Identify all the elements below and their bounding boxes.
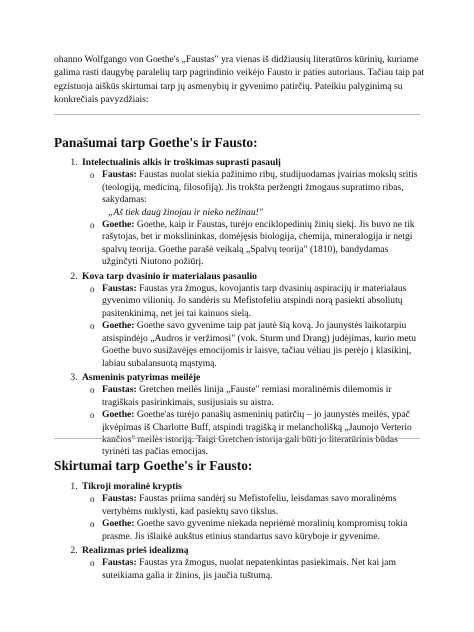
sub-label: Faustas: (102, 557, 137, 569)
sub-label: Faustas: (102, 384, 137, 396)
similarity-heading: Kova tarp dvasinio ir materialaus pasaulio (82, 270, 257, 282)
sub-label: Faustas: (102, 283, 137, 295)
difference-heading: Tikroji moralinė kryptis (82, 481, 182, 492)
sub-label: Faustas: (102, 493, 137, 505)
sub-point-faustas (102, 169, 420, 219)
similarity-heading: Asmeninis patyrimas meilėje (82, 371, 201, 383)
sub-text: Goethe, kaip ir Faustas, turėjo enciklopedinių žinių siekį. Jis buvo ne tik rašytojas, bet ir mokslininkas, domėjęsis biologija, chemija, mineralogija ir netgi spalvų teorija. Goethe parašė veikalą „Spalvų teorija" (1810), bandydamas užginčyti Niutono požiūrį. (102, 219, 415, 268)
differences-section (54, 481, 420, 584)
sub-text: Faustas yra žmogus, kovojantis tarp dvasinių aspiracijų ir materialaus gyvenimo vilionių. Jo sandėris su Mefistofeliu atspindi norą pasiekti absoliutų pasitenkinimą, net jei tai kainuos sielą. (102, 283, 407, 319)
sub-point-goethe (102, 320, 420, 370)
sub-text: Faustas yra žmogus, nuolat nepatenkintas pasiekimais. Net kai jam suteikiama galia ir žinios, jis jaučia tuštumą. (102, 557, 396, 581)
faust-quote: „Aš tiek daug žinojau ir nieko nežinau!" (108, 206, 263, 218)
similarities-heading: Panašumai tarp Goethe's ir Fausto: (54, 135, 258, 150)
sub-point-goethe (102, 409, 420, 459)
sub-text: Goethe savo gyvenime taip pat jautė šią kovą. Jo jaunystės laikotarpiu atsispindėjo „Audros ir veržimosi" (vok. Sturm und Drang) judėjimas, kurio metu Goethe buvo susižavėjęs emocijomis ir laisve, tačiau vėliau jis perėjo į klasikinį, labiau subalansuotą mąstymą. (102, 320, 417, 369)
divider-top (54, 114, 420, 115)
sub-point-goethe (102, 219, 420, 269)
similarity-heading: Intelectualinis alkis ir troškimas suprasti pasaulį (82, 157, 281, 168)
sub-text: Gretchen meilės linija „Fauste" remiasi moralinėmis dilemomis ir tragiškais pasirinkimais, susijusiais su aistra. (102, 384, 392, 408)
sub-label: Faustas: (102, 169, 137, 181)
sub-text: Goethe savo gyvenime niekada nepriėmė moralinių kompromisų tokia prasme. Jis išlaikė aukštus etinius standartus savo kūryboje ir gyvenime. (102, 518, 408, 542)
divider-middle (54, 438, 420, 439)
sub-label: Goethe: (102, 409, 135, 421)
sub-text: Faustas priima sandėrį su Mefistofeliu, leisdamas savo moralinėms vertybėms nuklysti, kad pasiektų savo tikslus. (102, 493, 397, 517)
sub-point-faustas (102, 283, 420, 320)
difference-item (80, 545, 420, 582)
similarities-section (54, 157, 420, 461)
sub-text: Goethe'as turėjo panašių asmeninių patirčių – jo jaunystės meilės, ypač įkvėpimas iš Charlotte Buff, atspindi tragišką ir melancholišką „Jaunojo Verterio kančios" meilės istoriją. Taigi Gretchen istorija gali būti jo literatūrinis būdas tyrinėti tas pačias emocijas. (102, 409, 412, 458)
sub-label: Goethe: (102, 320, 135, 332)
sub-point-faustas (102, 493, 420, 518)
sub-text: Faustas nuolat siekia pažinimo ribų, studijuodamas įvairias mokslų sritis (teologiją, mediciną, filosofiją). Jis trokšta peržengti žmogaus supratimo ribas, sakydamas: (102, 169, 418, 206)
intro-paragraph: ohanno Wolfgango von Goethe's „Faustas" yra vienas iš didžiausių literatūros kūrinių, kuriame galima rasti daugybę paralelių tarp pagrindinio veikėjo Fausto ir paties autoriaus. Tačiau taip pat egzistuoja aiškūs skirtumai tarp jų asmenybių ir gyvenimo patirčių. Pateikiu palyginimą su konkrečiais pavyzdžiais: (54, 54, 424, 106)
sub-label: Goethe: (102, 219, 135, 231)
differences-heading: Skirtumai tarp Goethe's ir Fausto: (54, 458, 253, 473)
sub-label: Goethe: (102, 518, 135, 530)
similarity-item (80, 271, 420, 370)
similarity-item (80, 372, 420, 459)
sub-point-faustas (102, 384, 420, 409)
difference-item (80, 481, 420, 543)
differences-list (54, 481, 420, 582)
sub-point-faustas (102, 557, 420, 582)
sub-point-goethe (102, 518, 420, 543)
similarity-item (80, 157, 420, 269)
similarities-list (54, 157, 420, 459)
difference-heading: Realizmas prieš idealizmą (82, 545, 189, 557)
